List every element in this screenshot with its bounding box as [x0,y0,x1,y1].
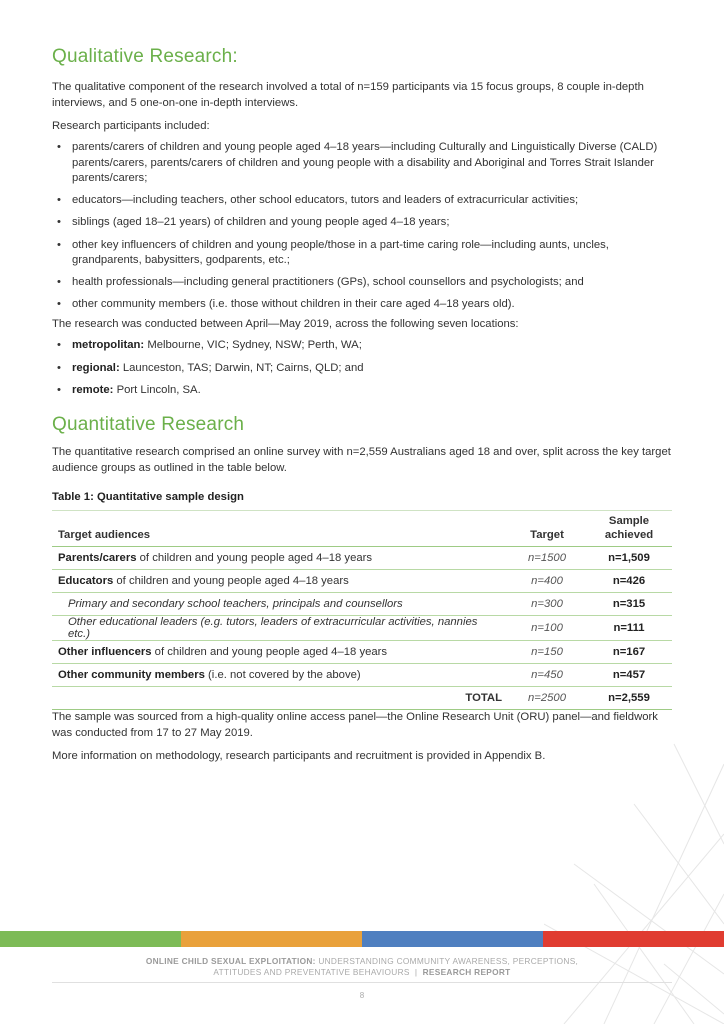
stripe-green [0,931,181,947]
decorative-lines-graphic [544,724,724,1024]
list-item: • other community members (i.e. those without children in their care aged 4–18 years old). [52,297,672,313]
more-info: More information on methodology, research participants and recruitment is provided in Appendix B. [52,750,546,762]
list-item: • siblings (aged 18–21 years) of children and young people aged 4–18 years; [52,215,672,231]
table-caption: Table 1: Quantitative sample design [52,491,244,503]
stripe-blue [362,931,543,947]
table-row: Educators of children and young people aged 4–18 years n=400 n=426 [52,570,672,593]
col-target-audiences: Target audiences [52,511,508,547]
list-item: • educators—including teachers, other school educators, tutors and leaders of extracurricular activities; [52,193,672,209]
stripe-orange [181,931,362,947]
table-row: Other community members (i.e. not covered by the above) n=450 n=457 [52,664,672,687]
table-row: Parents/carers of children and young people aged 4–18 years n=1500 n=1,509 [52,547,672,570]
table-total-row: TOTAL n=2500 n=2,559 [52,687,672,710]
footer-divider [52,982,672,983]
table-header-row [52,511,672,547]
participants-lead: Research participants included: [52,120,210,132]
quantitative-intro: The quantitative research comprised an online survey with n=2,559 Australians aged 18 and over, split across the key target audience groups as outlined in the table below. [52,446,671,474]
page-number: 8 [359,991,365,1000]
table-row: Primary and secondary school teachers, principals and counsellors n=300 n=315 [52,593,672,616]
sample-design-table [52,510,672,710]
list-item: • health professionals—including general practitioners (GPs), school counsellors and psychologists; and [52,275,672,291]
col-target: Target [508,511,586,547]
list-item: • parents/carers of children and young people aged 4–18 years—including Culturally and Linguistically Diverse (CALD) parents/carers, parents/carers of children and young people with a disability and Aboriginal and Torres Strait Islander parents/carers; [52,140,672,187]
stripe-red [543,931,724,947]
qualitative-intro: The qualitative component of the research involved a total of n=159 participants via 15 focus groups, 8 couple in-depth interviews, and 5 one-on-one in-depth interviews. [52,81,644,109]
location-remote: • remote: Port Lincoln, SA. [52,383,672,399]
table-row: Other educational leaders (e.g. tutors, leaders of extracurricular activities, nannies etc.) n=100 n=111 [52,616,672,641]
location-regional: • regional: Launceston, TAS; Darwin, NT; Cairns, QLD; and [52,361,672,377]
table-row: Other influencers of children and young people aged 4–18 years n=150 n=167 [52,641,672,664]
locations-list [52,338,672,399]
qualitative-heading: Qualitative Research: [52,46,238,67]
quantitative-heading: Quantitative Research [52,414,245,435]
sample-note: The sample was sourced from a high-quality online access panel—the Online Research Unit (ORU) panel—and fieldwork was conducted from 17 to 27 May 2019. [52,711,658,739]
locations-lead: The research was conducted between April—May 2019, across the following seven locations: [52,318,519,330]
location-metropolitan: • metropolitan: Melbourne, VIC; Sydney, NSW; Perth, WA; [52,338,672,354]
list-item: • other key influencers of children and young people/those in a part-time caring role—including aunts, uncles, grandparents, babysitters, godparents, etc.; [52,238,672,269]
footer-title: ONLINE CHILD SEXUAL EXPLOITATION: UNDERSTANDING COMMUNITY AWARENESS, PERCEPTIONS, ATTITUDES AND PREVENTATIVE BEHAVIOURS | RESEARCH REPORT [145,956,579,977]
participants-list [52,140,672,313]
col-sample-achieved: Sample achieved [586,511,672,547]
